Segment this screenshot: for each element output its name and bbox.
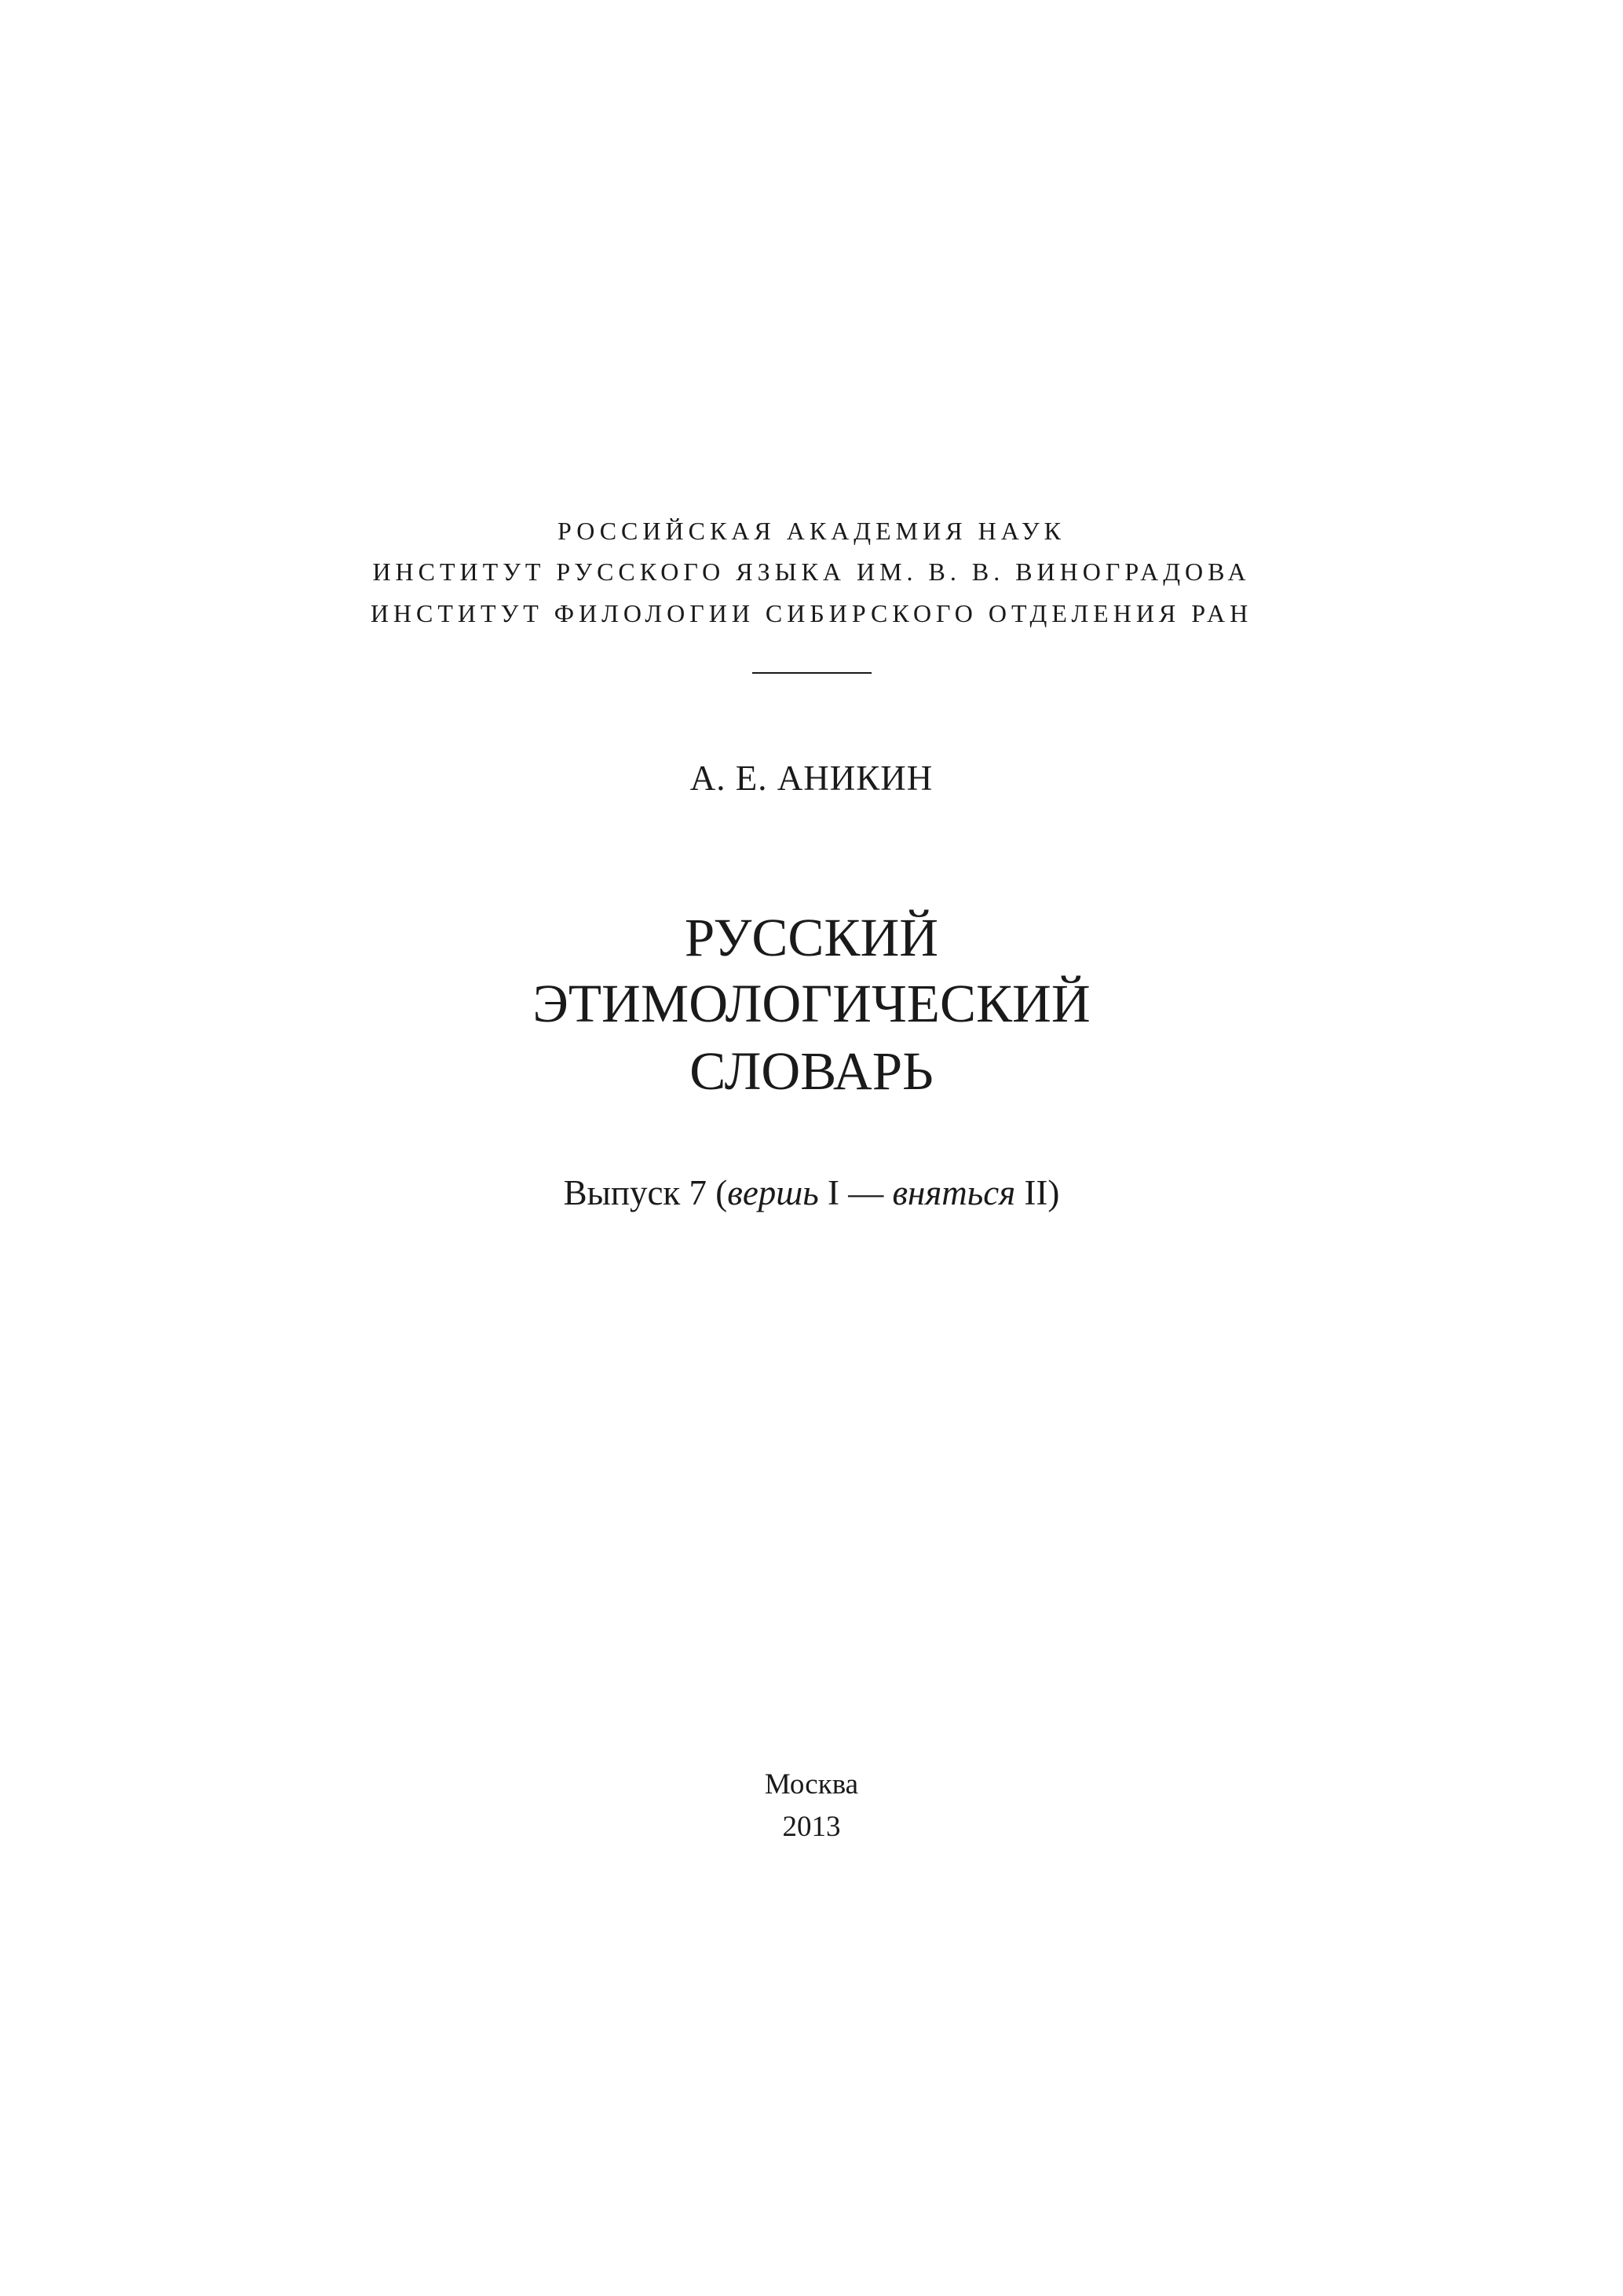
issue-last-numeral: II) [1015,1173,1060,1212]
institution-line-russian-language: ИНСТИТУТ РУССКОГО ЯЗЫКА ИМ. В. В. ВИНОГРАДОВА [372,558,1251,586]
author-name: А. Е. АНИКИН [689,759,934,798]
title-line-1: РУССКИЙ [684,908,939,967]
imprint-city: Москва [764,1768,859,1801]
imprint-year: 2013 [782,1811,841,1843]
header-divider [752,672,872,674]
institution-line-academy: РОССИЙСКАЯ АКАДЕМИЯ НАУК [557,517,1066,545]
institution-line-philology: ИНСТИТУТ ФИЛОЛОГИИ СИБИРСКОГО ОТДЕЛЕНИЯ РАН [370,599,1253,627]
issue-prefix: Выпуск 7 ( [563,1173,728,1212]
issue-first-word: вершь [727,1173,819,1212]
issue-first-numeral: I — [818,1173,893,1212]
title-line-3: СЛОВАРЬ [689,1041,934,1101]
issue-last-word: вняться [892,1173,1016,1212]
issue-line [0,1172,1623,1214]
title-line-2: ЭТИМОЛОГИЧЕСКИЙ [532,974,1091,1033]
